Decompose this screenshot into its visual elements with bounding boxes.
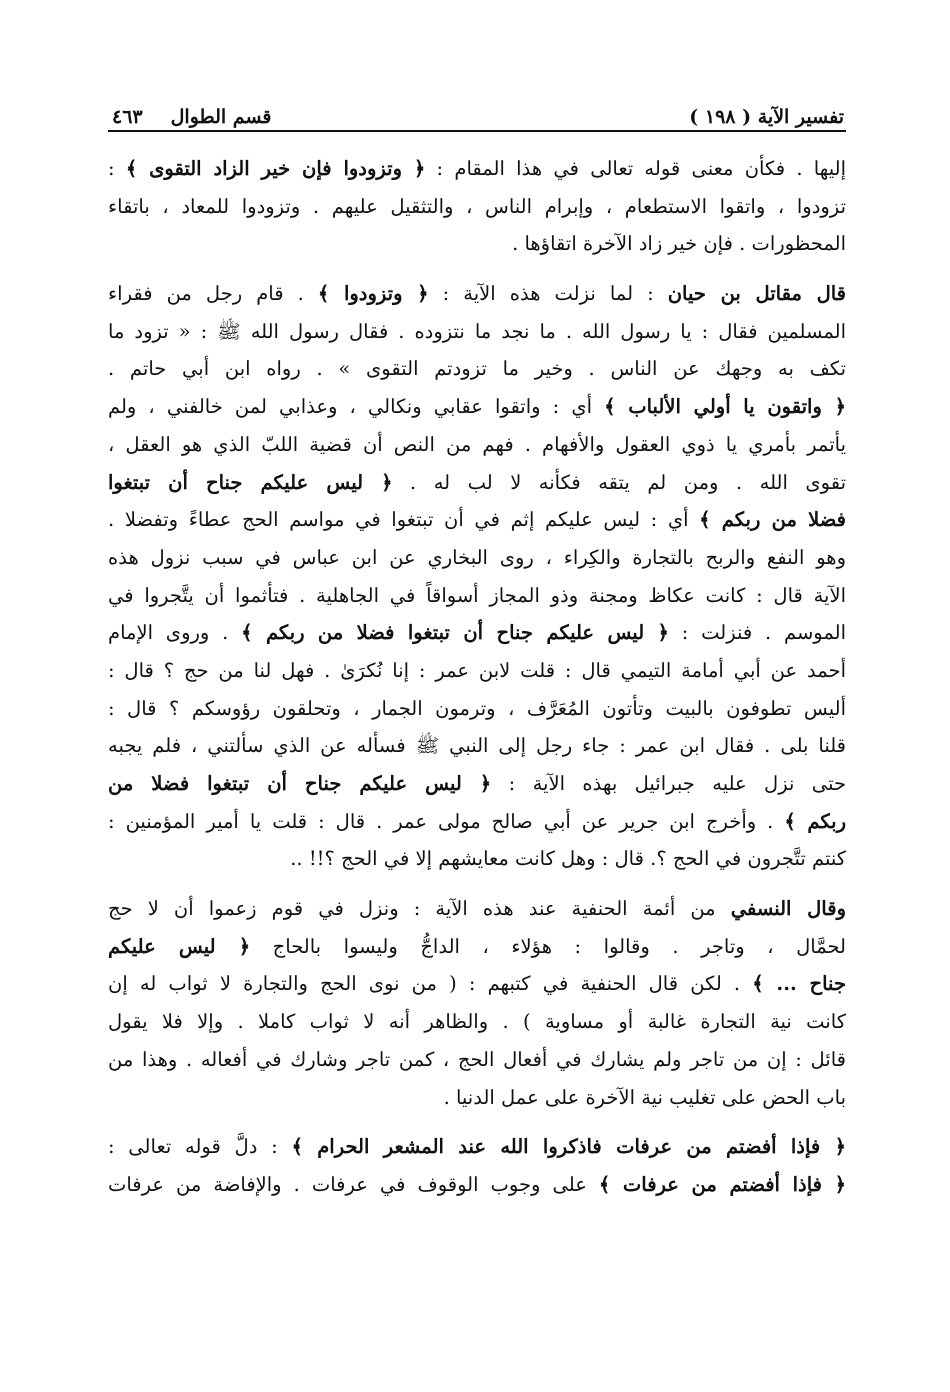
text-line	[108, 150, 846, 188]
paragraph-gap	[108, 878, 846, 890]
text-segment: : دلَّ قوله تعالى :	[108, 1135, 292, 1159]
text-segment: من أئمة الحنفية عند هذه الآية : ونزل في قوم زعموا أن لا حج	[108, 897, 731, 921]
bold-text-segment: ﴿ فإذا أفضتم من عرفات فاذكروا الله عند المشعر الحرام ﴾	[291, 1135, 846, 1159]
text-line	[108, 1166, 846, 1204]
text-line	[108, 388, 846, 426]
text-segment: الآية قال : كانت عكاظ ومجنة وذو المجاز أسواقاً في الجاهلية . فتأثموا أن يتَّجروا في	[108, 583, 846, 607]
text-segment: لحمَّال ، وتاجر . وقالوا : هؤلاء ، الداجُّ وليسوا بالحاج	[250, 934, 846, 958]
text-line	[108, 690, 846, 728]
text-segment: المسلمين فقال : يا رسول الله . ما نجد ما نتزوده . فقال رسول الله ﷺ : « تزود ما	[108, 319, 846, 343]
text-segment: :	[108, 157, 126, 180]
page-header	[112, 92, 844, 128]
text-line	[108, 426, 846, 464]
text-segment: يأتمر بأمري يا ذوي العقول والأفهام . فهم من النص أن قضية اللبّ الذي هو العقل ،	[108, 432, 846, 456]
text-segment: أي : واتقوا عقابي ونكالي ، وعذابي لمن خالفني ، ولم	[108, 395, 605, 419]
text-segment: أليس تطوفون بالبيت وتأتون المُعَرَّف ، وترمون الجمار ، وتحلقون رؤوسكم ؟ قال :	[108, 696, 846, 720]
header-title-group	[689, 106, 844, 128]
text-segment: كنتم تتَّجرون في الحج ؟. قال : وهل كانت معايشهم إلا في الحج ؟!! ..	[290, 847, 846, 871]
text-segment: أي : ليس عليكم إثم في أن تبتغوا في مواسم الحج عطاءً وتفضلا .	[108, 508, 700, 532]
page-number: ٤٦٣	[112, 106, 143, 128]
text-line	[108, 464, 846, 502]
text-segment: تقوى الله . ومن لم يتقه فكأنه لا لب له .	[392, 470, 846, 494]
bold-text-segment: ﴿ وتزودوا فإن خير الزاد التقوى ﴾	[125, 157, 426, 180]
text-segment: وهو النفع والربح بالتجارة والكِراء ، روى البخاري عن ابن عباس في سبب نزول هذه	[108, 545, 846, 569]
bold-text-segment: ﴿ ليس عليكم جناح أن تبتغوا	[108, 470, 393, 494]
text-line	[108, 890, 846, 928]
text-line	[108, 1079, 846, 1117]
text-line	[108, 652, 846, 690]
page-title: تفسير الآية ( ١٩٨ )	[689, 106, 844, 128]
text-segment: قائل : إن من تاجر ولم يشارك في أفعال الحج ، كمن تاجر وشارك في أفعاله . وهذا من	[108, 1047, 846, 1071]
text-segment: . وأخرج ابن جرير عن أبي صالح مولى عمر . قال : قلت يا أمير المؤمنين :	[108, 809, 785, 833]
text-segment: تزودوا ، واتقوا الاستطعام ، وإبرام الناس ، والتثقيل عليهم . وتزودوا للمعاد ، باتقاء	[108, 194, 846, 218]
bold-text-segment: وقال النسفي	[730, 897, 846, 921]
text-segment: قلنا بلى . فقال ابن عمر : جاء رجل إلى النبي ﷺ فسأله عن الذي سألتني ، فلم يجبه	[108, 734, 846, 758]
text-line	[108, 501, 846, 539]
text-line	[108, 1128, 846, 1166]
bold-text-segment: ﴿ ليس عليكم جناح أن تبتغوا فضلا من ربكم ﴾	[241, 621, 669, 645]
text-line	[108, 225, 846, 263]
text-segment: حتى نزل عليه جبرائيل بهذه الآية :	[491, 772, 846, 795]
text-line	[108, 928, 846, 966]
paragraph-gap	[108, 263, 846, 275]
text-line	[108, 727, 846, 765]
text-segment: كانت نية التجارة غالبة أو مساوية ) . والظاهر أنه لا ثواب كاملا . وإلا فلا يقول	[108, 1010, 846, 1034]
page-body	[108, 150, 846, 1204]
text-line	[108, 275, 846, 313]
text-line	[108, 1041, 846, 1079]
text-segment: . لكن قال الحنفية في كتبهم : ( من نوى الحج والتجارة لا ثواب له إن	[108, 972, 753, 996]
bold-text-segment: فضلا من ربكم ﴾	[699, 508, 846, 532]
bold-text-segment: ﴿ واتقون يا أولي الألباب ﴾	[604, 395, 846, 419]
bold-text-segment: قال مقاتل بن حيان	[667, 282, 846, 306]
text-line	[108, 577, 846, 615]
text-line	[108, 765, 846, 803]
text-segment: : لما نزلت هذه الآية :	[428, 282, 668, 306]
text-line	[108, 188, 846, 226]
text-segment: تكف به وجهك عن الناس . وخير ما تزودتم التقوى » . رواه ابن أبي حاتم .	[108, 357, 846, 381]
header-section-group	[112, 106, 271, 128]
text-segment: باب الحض على تغليب نية الآخرة على عمل الدنيا .	[443, 1085, 846, 1109]
text-segment: الموسم . فنزلت :	[668, 621, 846, 645]
text-line	[108, 965, 846, 1003]
text-line	[108, 803, 846, 841]
text-segment: . قام رجل من فقراء	[108, 282, 318, 306]
bold-text-segment: ربكم ﴾	[784, 809, 846, 833]
text-line	[108, 614, 846, 652]
bold-text-segment: جناح ... ﴾	[752, 972, 846, 996]
text-line	[108, 1003, 846, 1041]
text-line	[108, 840, 846, 878]
text-segment: المحظورات . فإن خير زاد الآخرة اتقاؤها .	[512, 232, 846, 256]
bold-text-segment: ﴿ فإذا أفضتم من عرفات ﴾	[598, 1172, 846, 1196]
text-segment: أحمد عن أبي أمامة التيمي قال : قلت لابن عمر : إنا نُكرَىٰ . فهل لنا من حج ؟ قال :	[108, 658, 846, 682]
section-name: قسم الطوال	[170, 106, 272, 128]
text-line	[108, 313, 846, 351]
header-rule	[108, 130, 846, 132]
text-line	[108, 350, 846, 388]
text-segment: على وجوب الوقوف في عرفات . والإفاضة من عرفات	[108, 1172, 599, 1196]
bold-text-segment: ﴿ وتزودوا ﴾	[317, 282, 429, 306]
text-segment: . وروى الإمام	[108, 621, 242, 645]
text-segment: إليها . فكأن معنى قوله تعالى في هذا المقام :	[425, 157, 846, 180]
paragraph-gap	[108, 1116, 846, 1128]
bold-text-segment: ﴿ ليس عليكم	[108, 934, 251, 958]
bold-text-segment: ﴿ ليس عليكم جناح أن تبتغوا فضلا من	[108, 772, 492, 795]
text-line	[108, 539, 846, 577]
